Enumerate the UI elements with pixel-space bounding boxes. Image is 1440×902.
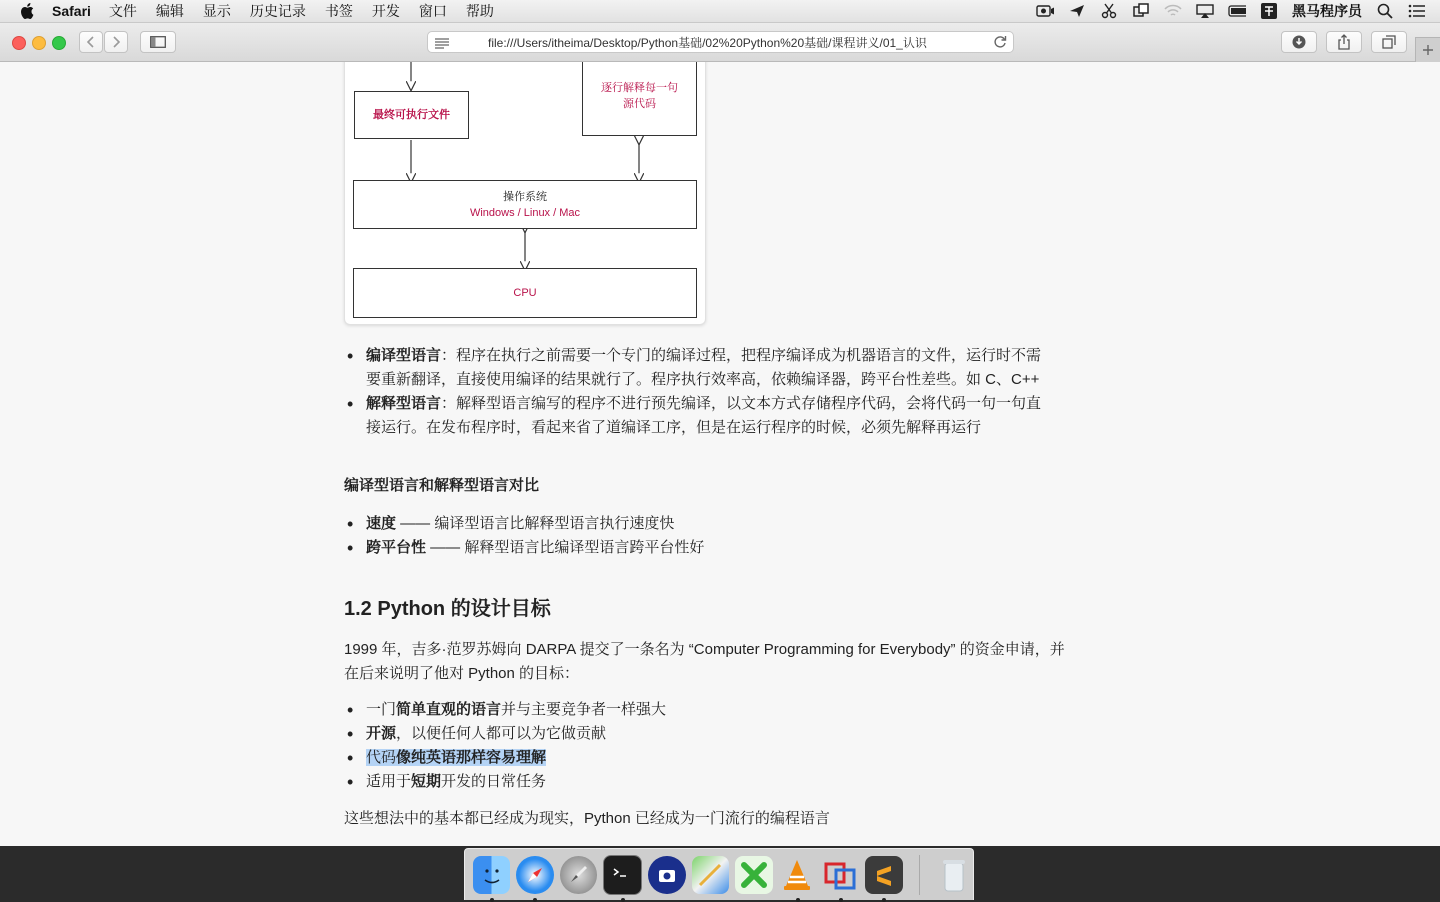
interpret-box [582, 62, 697, 136]
list-item [344, 392, 1041, 440]
menu-app-name[interactable]: Safari [52, 3, 91, 19]
intro-line: 在后来说明了他对 Python 的目标： [344, 665, 580, 682]
conclusion-paragraph: 这些想法中的基本都已经成为现实，Python 已经成为一门流行的编程语言 [344, 810, 830, 827]
menu-window[interactable]: 窗口 [418, 3, 447, 19]
list-item [344, 344, 1041, 392]
xmind-icon[interactable] [735, 856, 772, 894]
reload-icon[interactable] [993, 35, 1007, 54]
section-title: 1.2 Python 的设计目标 [344, 598, 551, 620]
goal-text: 适用于 [366, 773, 412, 790]
forward-button[interactable] [104, 31, 128, 53]
menu-file[interactable]: 文件 [108, 3, 137, 19]
definition-text: 要重新翻译，直接使用编译的结果就行了。程序执行效率高，依赖编译器，跨平台性差些。如 C、C++ [366, 371, 1040, 388]
user-name[interactable]: 黑马程序员 [1292, 3, 1362, 19]
definition-text: 接运行。在发布程序时，看起来省了道编译工序，但是在运行程序的时候，必须先解释再运行 [366, 419, 982, 436]
cpu-box [353, 268, 697, 318]
os-box [353, 180, 697, 229]
goal-text: 一门 [366, 701, 397, 718]
parallels-icon[interactable] [822, 856, 859, 894]
goals-list [344, 698, 666, 794]
compare-heading: 编译型语言和解释型语言对比 [344, 477, 540, 494]
back-button[interactable] [79, 31, 103, 53]
list-item [344, 698, 666, 722]
compare-list [344, 512, 704, 560]
chevron-right-icon [111, 36, 121, 48]
goal-bold: 开源 [366, 725, 397, 742]
page-content [0, 62, 1440, 846]
input-method-icon[interactable] [1260, 4, 1278, 18]
menu-history[interactable]: 历史记录 [249, 3, 306, 19]
dock-separator [919, 855, 920, 895]
goal-text: 开发的日常任务 [441, 773, 547, 790]
list-item [344, 722, 666, 746]
selected-text[interactable] [366, 749, 546, 766]
goal-text: 并与主要竞争者一样强大 [501, 701, 667, 718]
finder-icon[interactable] [473, 856, 510, 894]
terminal-icon[interactable] [603, 855, 642, 895]
menu-help[interactable]: 帮助 [465, 3, 494, 19]
notification-center-icon[interactable] [1408, 4, 1426, 18]
sublime-icon[interactable] [865, 856, 902, 894]
vlc-icon[interactable] [779, 856, 816, 894]
window-tool-icon[interactable] [1132, 4, 1150, 18]
zoom-window-button[interactable] [52, 36, 66, 50]
status-area [1036, 0, 1426, 22]
os-title: 操作系统 [503, 190, 547, 203]
definitions-list [344, 344, 1041, 440]
definition-term: 解释型语言 [366, 395, 442, 412]
url-text[interactable]: file:///Users/itheima/Desktop/Python基础/02%20Python%20基础/课程讲义/01_认识 [488, 35, 927, 50]
maps-icon[interactable] [692, 856, 729, 894]
screenshot-app-icon[interactable] [648, 856, 685, 894]
safari-window [0, 23, 1440, 846]
safari-icon[interactable] [516, 856, 553, 894]
list-item-selected [344, 746, 666, 770]
menu-view[interactable]: 显示 [202, 3, 231, 19]
compare-text: —— 解释型语言比编译型语言跨平台性好 [426, 539, 705, 556]
definition-text: ：解释型语言编写的程序不进行预先编译，以文本方式存储程序代码，会将代码一句一句直 [441, 395, 1042, 412]
os-subtitle: Windows / Linux / Mac [469, 206, 581, 219]
menu-develop[interactable]: 开发 [371, 3, 400, 19]
goal-bold: 短期 [411, 773, 442, 790]
share-button[interactable] [1326, 31, 1362, 53]
plus-icon [1422, 44, 1434, 56]
interpret-label-line1: 逐行解释每一句 [601, 81, 678, 94]
tab-overview-button[interactable] [1371, 31, 1407, 53]
battery-icon[interactable] [1228, 4, 1246, 18]
intro-line: 1999 年，吉多·范罗苏姆向 DARPA 提交了一条名为 “Computer Programming for Everybody” 的资金申请，并 [344, 641, 1065, 658]
new-tab-button[interactable] [1415, 37, 1440, 62]
goal-text: ，以便任何人都可以为它做贡献 [396, 725, 607, 742]
goal-bold: 像纯英语那样容易理解 [396, 749, 547, 766]
interpret-label-line2: 源代码 [623, 97, 656, 110]
final-executable-label: 最终可执行文件 [373, 109, 450, 121]
sidebar-toggle-button[interactable] [140, 31, 176, 53]
trash-icon[interactable] [936, 856, 973, 894]
list-item [344, 512, 704, 536]
download-icon [1292, 35, 1306, 49]
downloads-button[interactable] [1281, 31, 1317, 53]
share-icon [1337, 34, 1351, 50]
menu-bar [0, 0, 1440, 23]
send-icon[interactable] [1068, 4, 1086, 18]
spotlight-search-icon[interactable] [1376, 4, 1394, 18]
definition-term: 编译型语言 [366, 347, 442, 364]
definition-text: ：程序在执行之前需要一个专门的编译过程，把程序编译成为机器语言的文件，运行时不需 [441, 347, 1042, 364]
compare-term: 跨平台性 [366, 539, 427, 556]
tabs-icon [1382, 35, 1396, 49]
final-executable-box [354, 91, 469, 139]
dock [464, 848, 974, 900]
airplay-icon[interactable] [1196, 4, 1214, 18]
screen-record-icon[interactable] [1036, 4, 1054, 18]
menu-bookmarks[interactable]: 书签 [324, 3, 353, 19]
compare-text: —— 编译型语言比解释型语言执行速度快 [396, 515, 675, 532]
reader-view-icon[interactable] [434, 36, 450, 54]
sidebar-icon [150, 36, 166, 48]
list-item [344, 770, 666, 794]
scissors-icon[interactable] [1100, 4, 1118, 18]
goal-bold: 简单直观的语言 [396, 701, 502, 718]
compare-term: 速度 [366, 515, 397, 532]
address-bar[interactable] [427, 31, 1014, 53]
menu-edit[interactable]: 编辑 [155, 3, 184, 19]
goal-text: 代码 [366, 749, 397, 766]
language-diagram [344, 62, 706, 325]
minimize-window-button[interactable] [32, 36, 46, 50]
launchpad-icon[interactable] [560, 856, 597, 894]
list-item [344, 536, 704, 560]
browser-toolbar [0, 23, 1440, 62]
cpu-label: CPU [513, 287, 537, 299]
apple-logo-icon[interactable] [18, 2, 36, 20]
wifi-icon[interactable] [1164, 4, 1182, 18]
close-window-button[interactable] [12, 36, 26, 50]
chevron-left-icon [86, 36, 96, 48]
intro-paragraph [344, 638, 1089, 686]
